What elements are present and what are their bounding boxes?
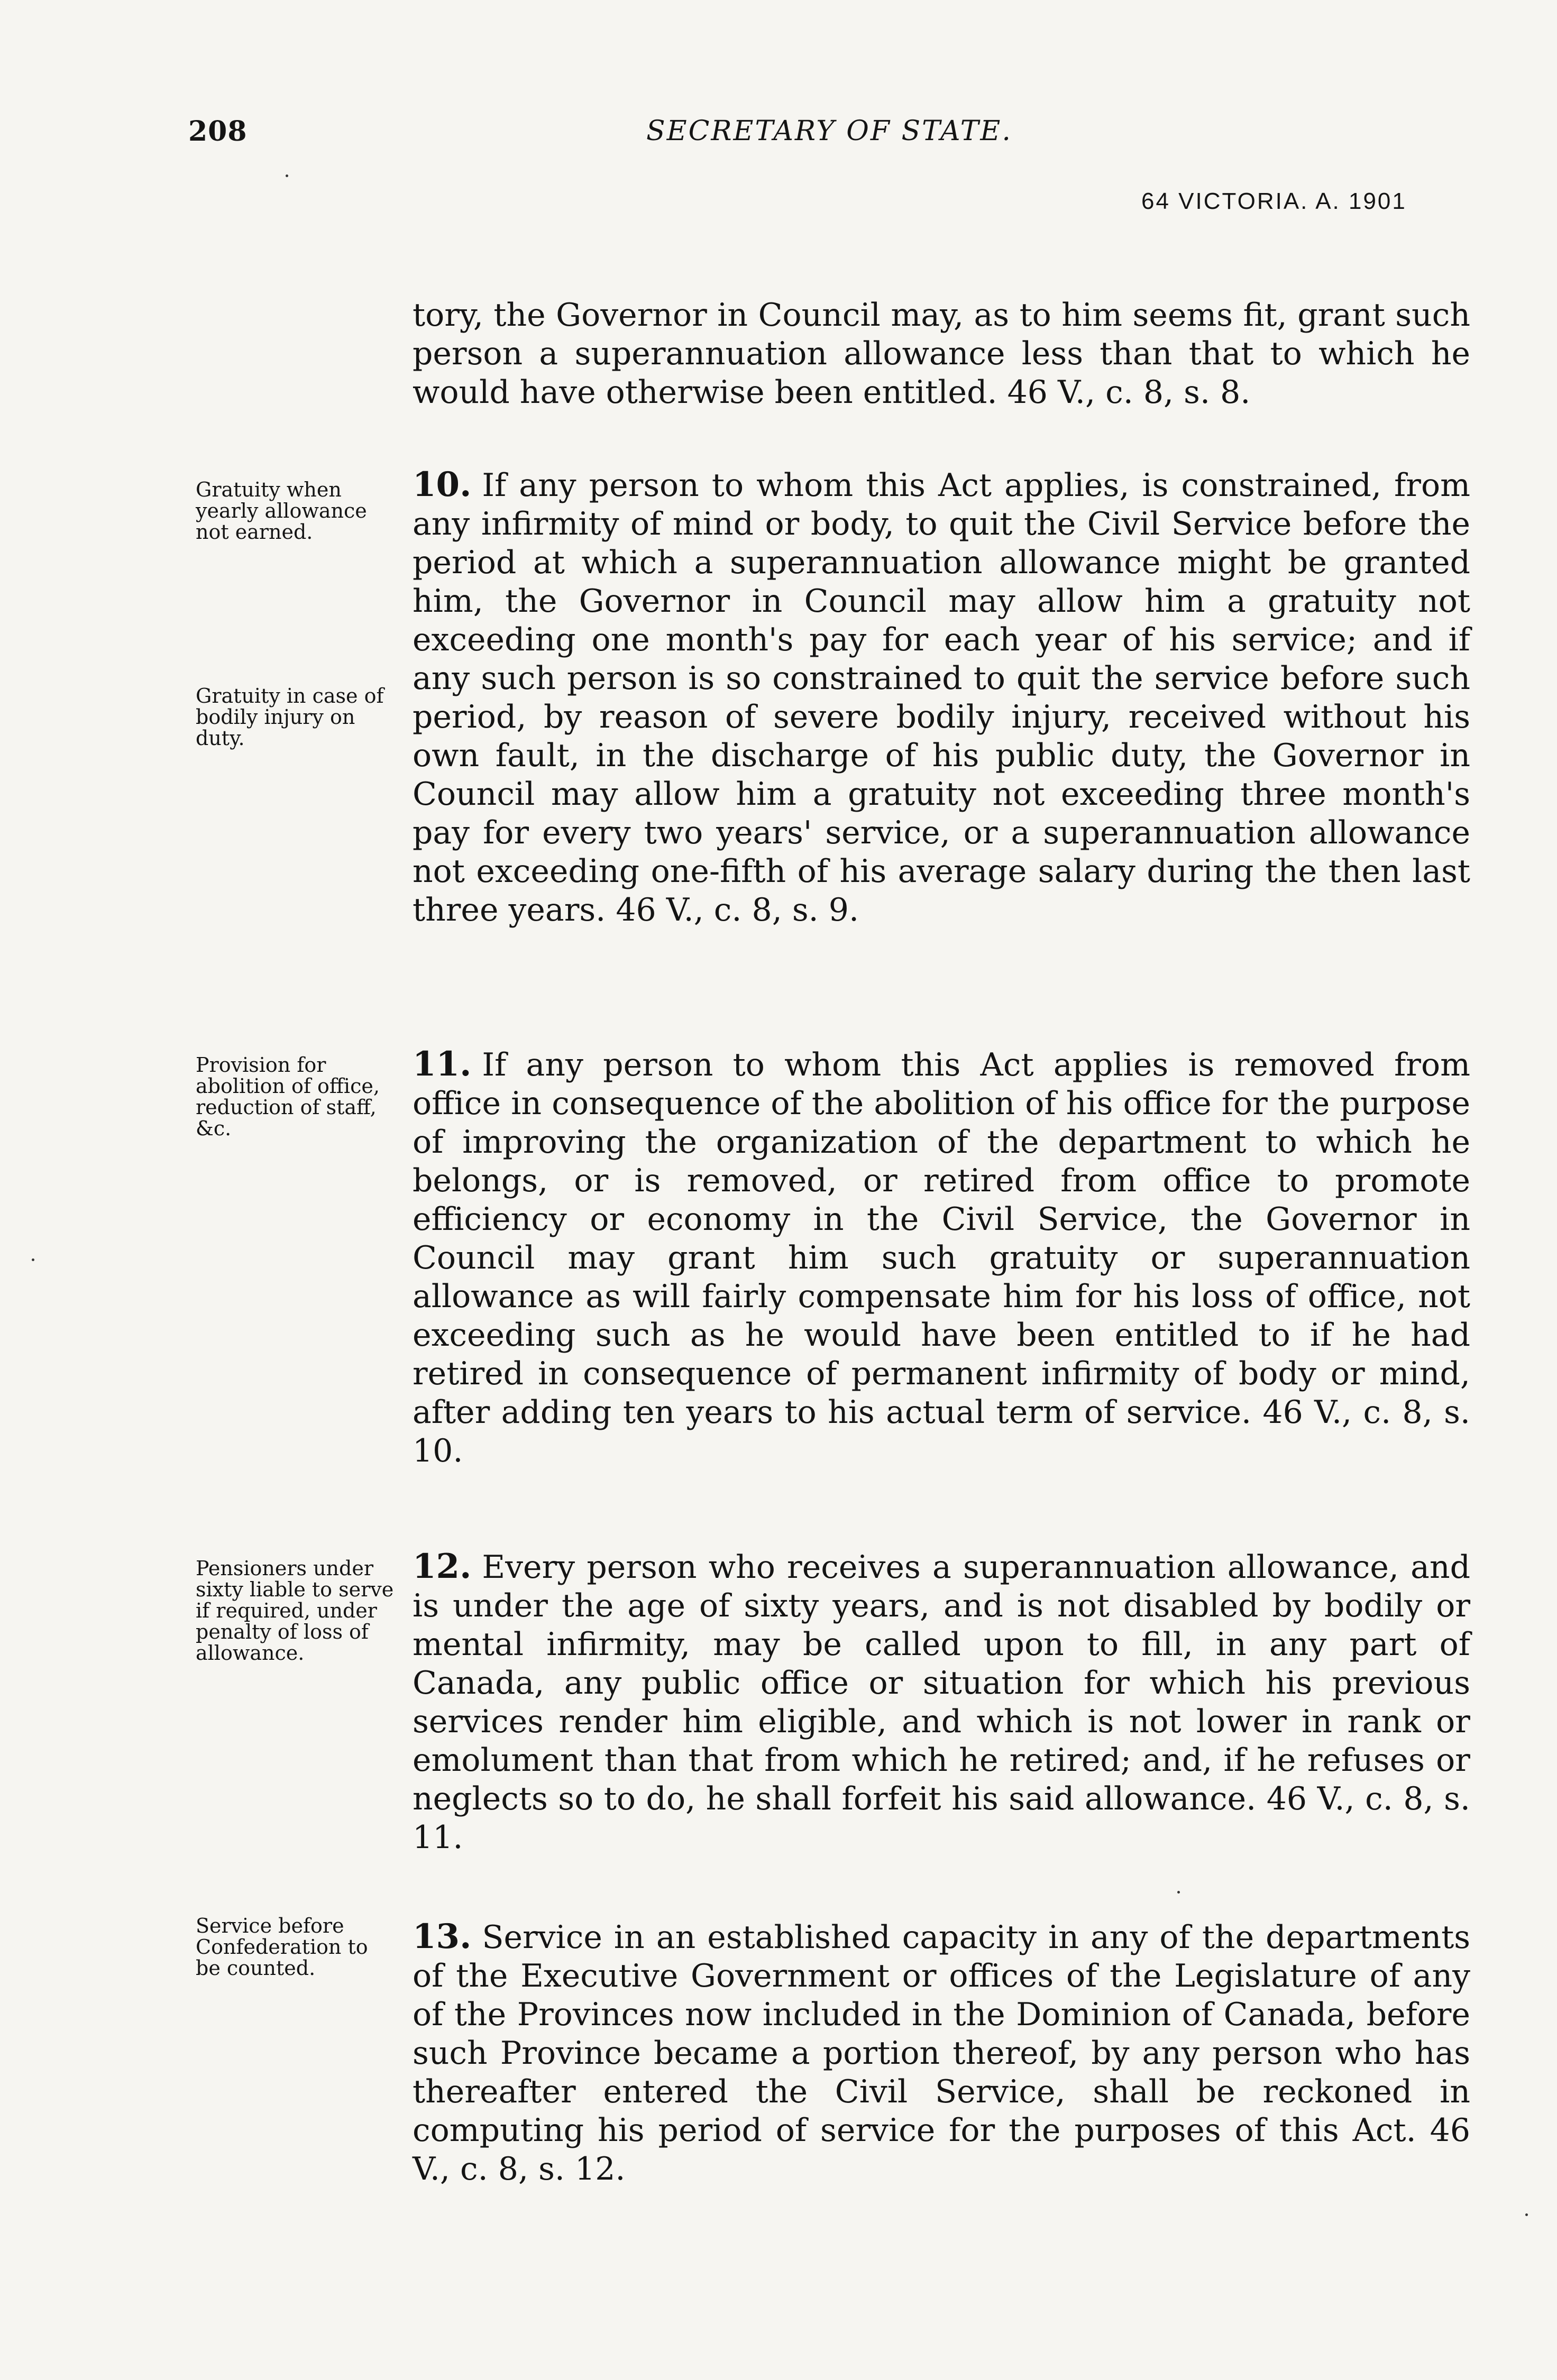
section-number: 12. [413,1547,472,1586]
section-text: If any person to whom this Act applies, is constrained, from any infirmity of mind or body, to quit the Civil Service before the period at which a superannuation allowance might be granted him, the Governor in Council may allow him a gratuity not exceeding one month's pay for each year of his service; and if any such person is so constrained to quit the service before such period, by reason of severe bodily injury, received without his own fault, in the discharge of his public duty, the Governor in Council may allow him a gratuity not exceeding three month's pay for every two years' service, or a superannuation allowance not exceeding one-fifth of his average salary during the then last three years. 46 V., c. 8, s. 9. [413,467,1470,929]
page-number: 208 [188,115,248,148]
margin-note-gratuity-yearly: Gratuity when yearly allowance not earned. [196,478,367,544]
scan-speck [1525,2213,1528,2216]
section-text: Service in an established capacity in any of the departments of the Executive Government or offices of the Legislature of any of the Provinces now included in the Dominion of Canada, before such Province became a portion thereof, by any person who has thereafter entered the Civil Service, shall be reckoned in computing his period of service for the purposes of this Act. 46 V., c. 8, s. 12. [413,1919,1470,2188]
scan-speck [286,174,288,177]
scan-speck [1177,1891,1180,1894]
running-head: SECRETARY OF STATE. [646,115,1012,147]
scan-speck [32,1258,34,1261]
section-number: 10. [413,465,472,504]
margin-note-gratuity-injury: Gratuity in case of bodily injury on duty. [196,684,384,750]
section-10 [413,465,1470,930]
section-number: 11. [413,1044,472,1084]
section-11 [413,1045,1470,1471]
margin-note-abolition: Provision for abolition of office, reduction of staff, &c. [196,1053,380,1140]
section-text: If any person to whom this Act applies is removed from office in consequence of the abolition of his office for the purpose of improving the organization of the department to which he belongs, or is removed, or retired from office to promote efficiency or economy in the Civil Service, the Governor in Council may grant him such gratuity or superannuation allowance as will fairly compensate him for his loss of office, not exceeding such as he would have been entitled to if he had retired in consequence of permanent infirmity of body or mind, after adding ten years to his actual term of service. 46 V., c. 8, s. 10. [413,1046,1470,1469]
section-13 [413,1917,1470,2189]
margin-note-pensioners: Pensioners under sixty liable to serve if required, under penalty of loss of allowance. [196,1557,394,1665]
margin-note-confederation: Service before Confederation to be counted. [196,1914,368,1980]
session-line: 64 VICTORIA. A. 1901 [1141,188,1407,214]
section-12 [413,1547,1470,1857]
section-number: 13. [413,1917,472,1956]
continuation-paragraph: tory, the Governor in Council may, as to him seems fit, grant such person a superannuation allowance less than that to which he would have otherwise been entitled. 46 V., c. 8, s. 8. [413,297,1470,411]
section-text: Every person who receives a superannuation allowance, and is under the age of sixty years, and is not disabled by bodily or mental infirmity, may be called upon to fill, in any part of Canada, any public office or situation for which his previous services render him eligible, and which is not lower in rank or emolument than that from which he retired; and, if he refuses or neglects so to do, he shall forfeit his said allowance. 46 V., c. 8, s. 11. [413,1549,1470,1856]
